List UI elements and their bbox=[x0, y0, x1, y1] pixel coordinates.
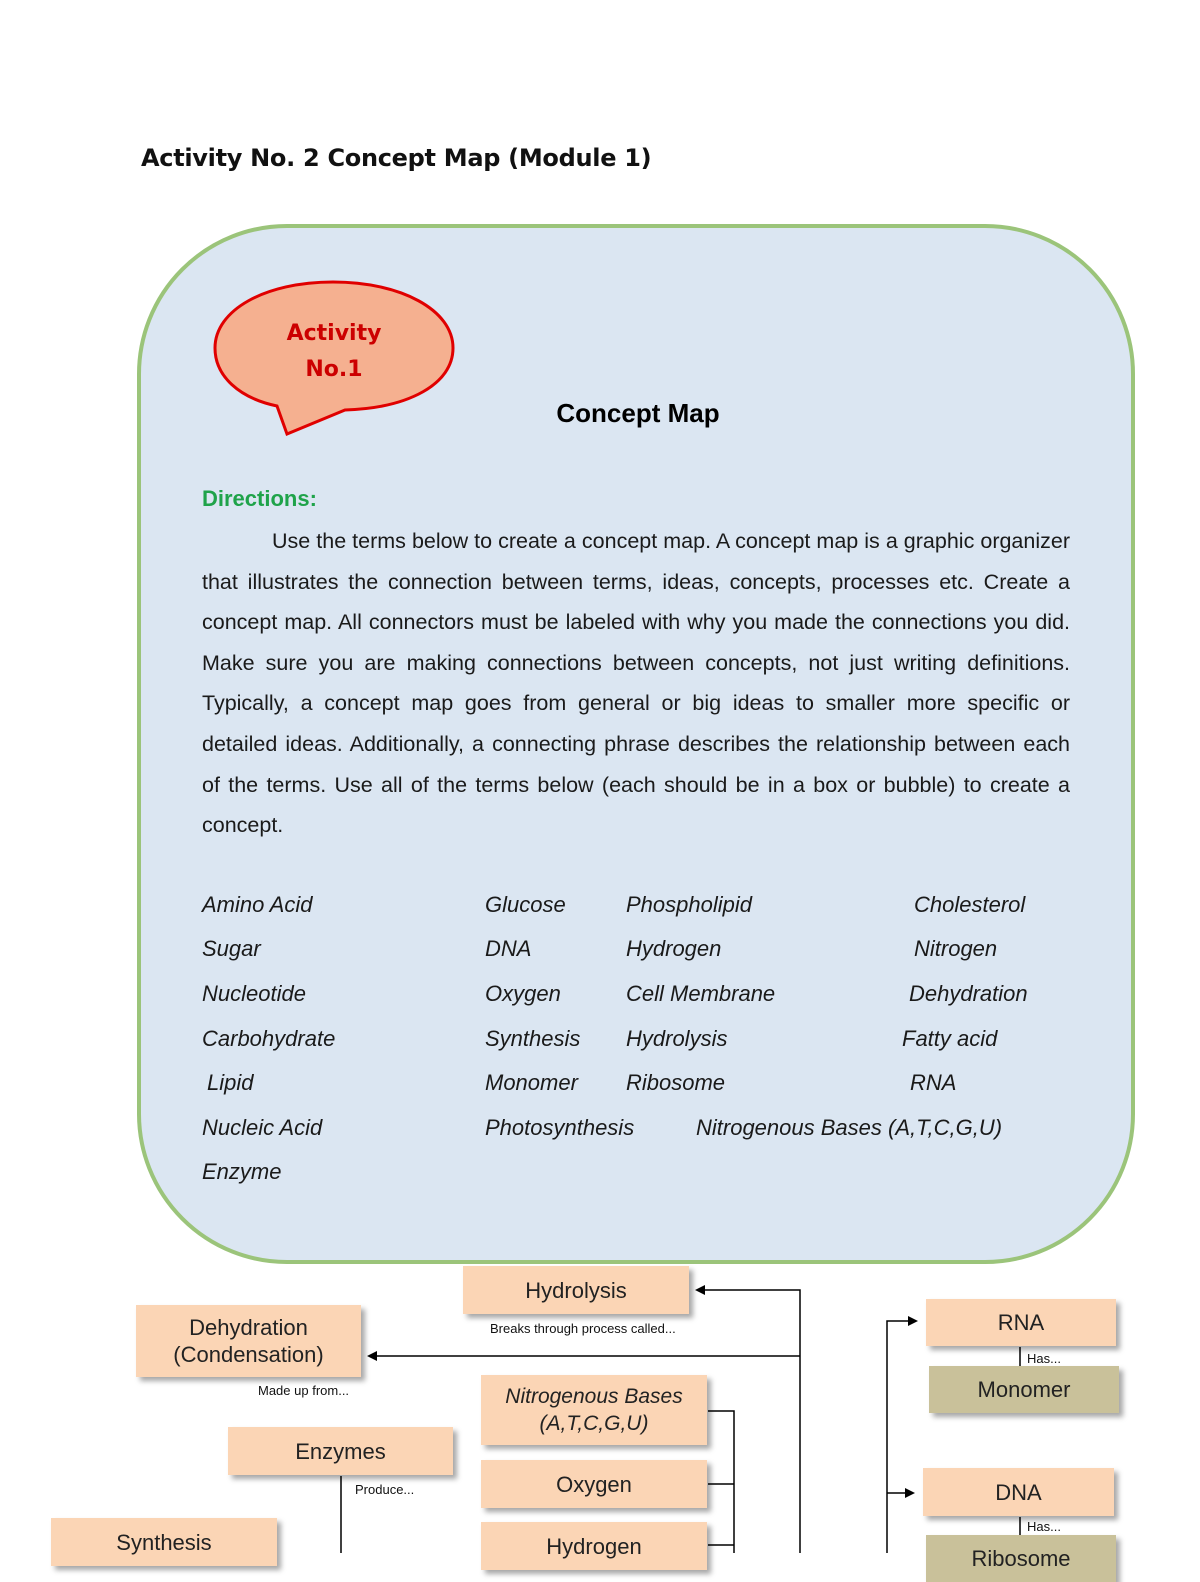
nitrogenous-line-2: (A,T,C,G,U) bbox=[539, 1412, 649, 1435]
term: Dehydration bbox=[909, 981, 1028, 1006]
term: Hydrolysis bbox=[626, 1026, 728, 1051]
nitrogenous-line-1: Nitrogenous Bases bbox=[505, 1385, 683, 1408]
dehydration-line-1: Dehydration bbox=[189, 1315, 308, 1340]
term: Hydrogen bbox=[626, 936, 722, 961]
enzymes-box: Enzymes bbox=[228, 1427, 453, 1475]
term: Nucleotide bbox=[202, 981, 306, 1006]
link-label-produce: Produce... bbox=[355, 1482, 415, 1497]
rna-box: RNA bbox=[926, 1299, 1116, 1346]
dna-box: DNA bbox=[923, 1468, 1114, 1516]
term: Oxygen bbox=[485, 981, 561, 1006]
panel-title: Concept Map bbox=[556, 398, 720, 428]
nitrogenous-bases-box bbox=[481, 1375, 707, 1445]
link-label-has-dna: Has... bbox=[1027, 1519, 1061, 1534]
dehydration-box bbox=[136, 1305, 361, 1377]
term: Synthesis bbox=[485, 1026, 581, 1051]
hydrolysis-box: Hydrolysis bbox=[463, 1266, 689, 1314]
term: Fatty acid bbox=[902, 1026, 998, 1051]
term: Lipid bbox=[207, 1070, 254, 1095]
link-label-breaks-through: Breaks through process called... bbox=[490, 1321, 676, 1336]
term: RNA bbox=[910, 1070, 957, 1095]
term: DNA bbox=[485, 936, 532, 961]
link-label-made-up-from: Made up from... bbox=[258, 1383, 350, 1398]
term: Nitrogen bbox=[914, 936, 998, 961]
synthesis-box: Synthesis bbox=[51, 1518, 277, 1566]
term: Nucleic Acid bbox=[202, 1115, 323, 1140]
term: Enzyme bbox=[202, 1159, 282, 1184]
dehydration-line-2: (Condensation) bbox=[173, 1342, 324, 1367]
term: Photosynthesis bbox=[485, 1115, 635, 1140]
term: Ribosome bbox=[626, 1070, 726, 1095]
term: Nitrogenous Bases (A,T,C,G,U) bbox=[696, 1115, 1003, 1140]
term: Glucose bbox=[485, 892, 566, 917]
hydrogen-box: Hydrogen bbox=[481, 1522, 707, 1570]
document-title: Activity No. 2 Concept Map (Module 1) bbox=[141, 144, 652, 172]
term: Cell Membrane bbox=[626, 981, 776, 1006]
directions-label: Directions: bbox=[202, 486, 317, 511]
bubble-line-1: Activity bbox=[286, 321, 382, 346]
term: Monomer bbox=[485, 1070, 578, 1095]
directions-text: Use the terms below to create a concept map. A concept map is a graphic organizer that illustrates the connection between terms, ideas, concepts, processes etc. Create a concept map. All connectors must be labeled with why you made the connections you did. Make sure you are making connections between concepts, not just writing definitions. Typically, a concept map goes from general or big ideas to smaller more specific or detailed ideas. Additionally, a connecting phrase describes the relationship between each of the terms. Use all of the terms below (each should be in a box or bubble) to create a concept. bbox=[202, 529, 1070, 838]
link-label-has-rna: Has... bbox=[1027, 1351, 1061, 1366]
term: Amino Acid bbox=[202, 892, 313, 917]
term: Carbohydrate bbox=[202, 1026, 336, 1051]
term: Cholesterol bbox=[914, 892, 1026, 917]
term: Sugar bbox=[202, 936, 261, 961]
term: Phospholipid bbox=[626, 892, 752, 917]
ribosome-box: Ribosome bbox=[926, 1535, 1116, 1582]
monomer-box: Monomer bbox=[929, 1366, 1119, 1413]
bubble-line-2: No.1 bbox=[305, 357, 363, 382]
oxygen-box: Oxygen bbox=[481, 1460, 707, 1508]
